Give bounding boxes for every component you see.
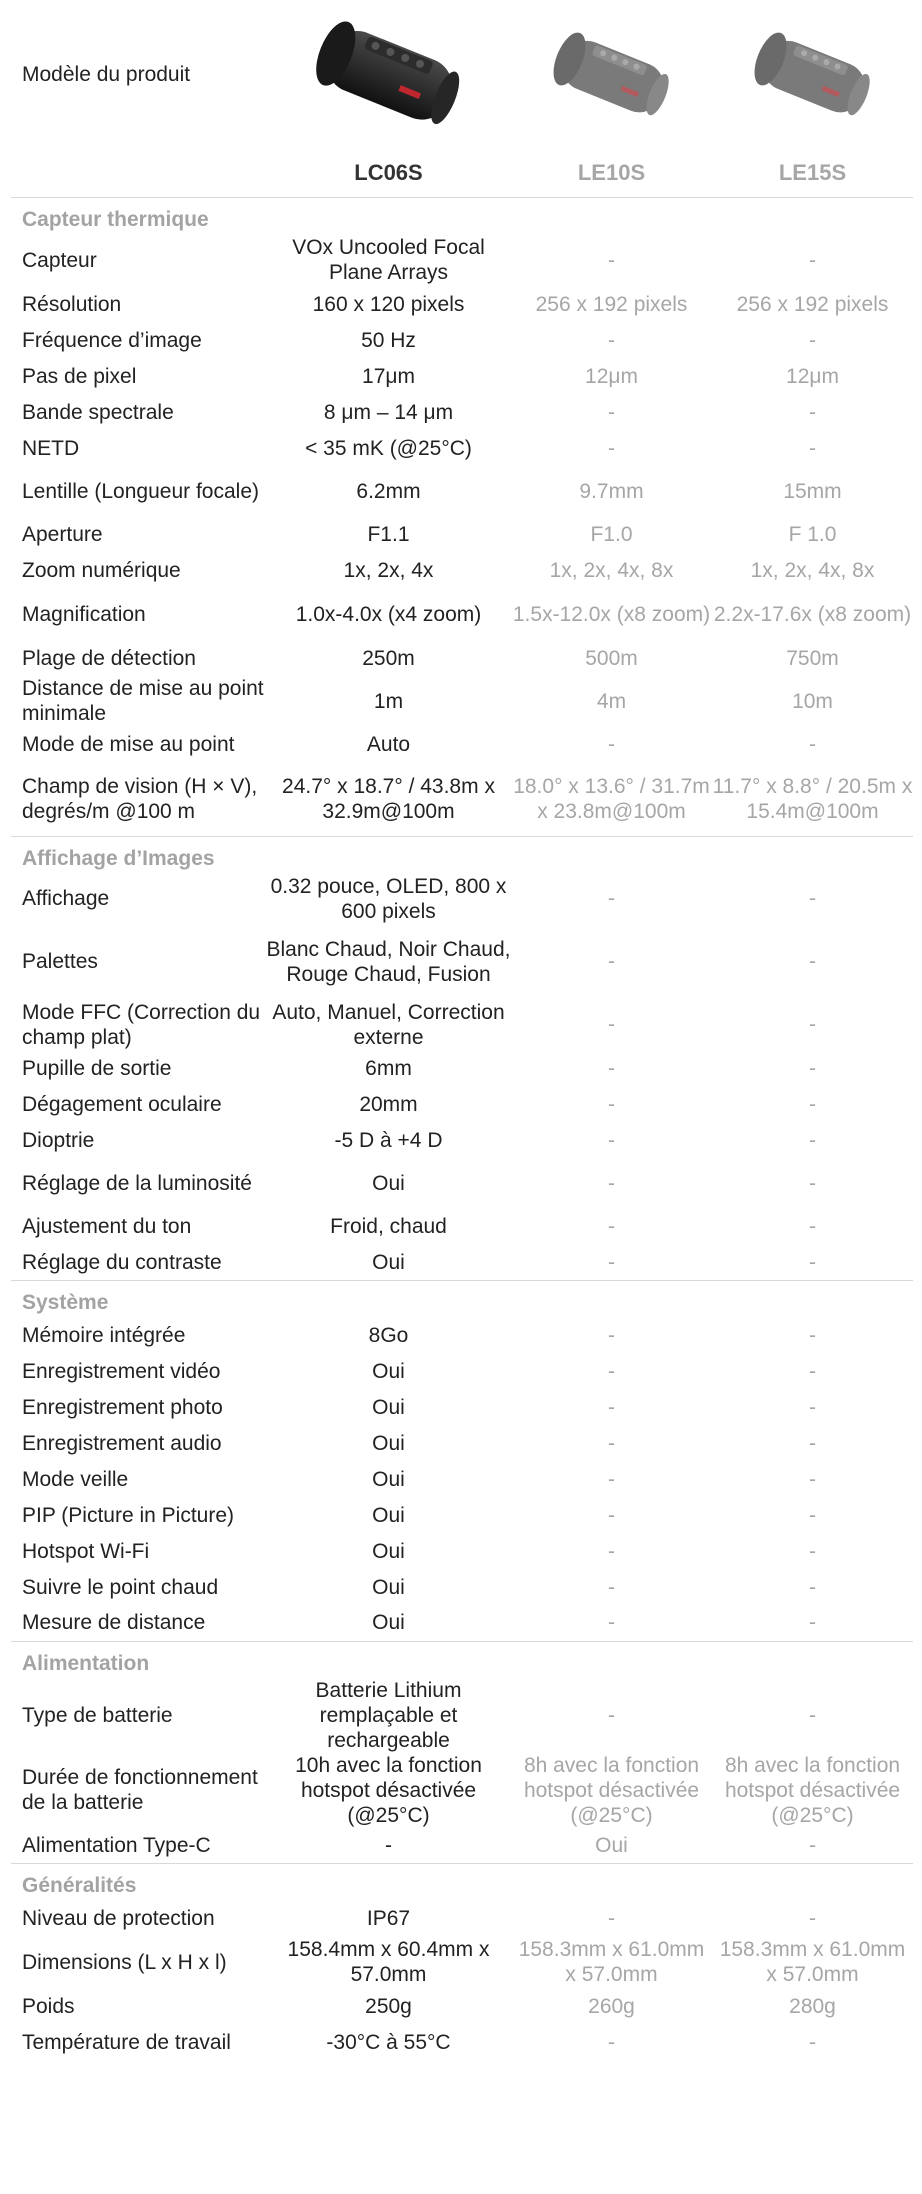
spec-row (11, 676, 913, 726)
spec-value: - (809, 400, 816, 424)
section-title: Alimentation (11, 1641, 913, 1678)
spec-label: Magnification (22, 602, 146, 626)
spec-value: 1.5x-12.0x (x8 zoom) (512, 602, 711, 626)
spec-value: - (809, 1172, 816, 1195)
thermal-monocular-icon (304, 4, 474, 144)
spec-row (11, 286, 913, 322)
spec-value: - (608, 436, 615, 460)
spec-row (11, 762, 913, 836)
spec-value: 12μm (786, 364, 839, 388)
spec-value: Oui (372, 1250, 405, 1274)
spec-value: 18.0° x 13.6° / 31.7m x 23.8m@100m (513, 774, 710, 823)
spec-row (11, 1087, 913, 1123)
spec-row (11, 1569, 913, 1605)
spec-value: Oui (372, 1611, 405, 1635)
model-name: LE15S (778, 160, 847, 185)
spec-label: Température de travail (22, 2030, 231, 2054)
spec-value: -5 D à +4 D (334, 1129, 443, 1152)
spec-value: - (809, 1503, 816, 1527)
spec-value: 260g (588, 1994, 635, 2018)
spec-table-body (11, 0, 913, 2060)
spec-row (11, 1461, 913, 1497)
spec-value: - (608, 1539, 615, 1563)
spec-value: - (809, 1703, 816, 1727)
spec-value: F1.1 (367, 522, 410, 546)
spec-label: Type de batterie (22, 1703, 173, 1727)
spec-value: - (809, 1215, 816, 1238)
spec-value: 8h avec la fonction hotspot désactivée (@25°C) (724, 1753, 901, 1827)
section-heading-row (11, 1864, 913, 1901)
spec-value: 250g (365, 1994, 412, 2018)
spec-value: - (608, 1013, 615, 1036)
spec-value: - (809, 1833, 816, 1857)
spec-label: Mesure de distance (22, 1611, 206, 1635)
spec-value: Auto, Manuel, Correction externe (272, 1000, 505, 1049)
spec-value: 158.3mm x 61.0mm x 57.0mm (719, 1938, 906, 1986)
spec-value: 50 Hz (361, 328, 416, 352)
spec-value: - (608, 1323, 615, 1347)
spec-label: Poids (22, 1994, 75, 2018)
section-heading-row (11, 836, 913, 873)
spec-label: Capteur (22, 248, 97, 272)
spec-label: Hotspot Wi-Fi (22, 1539, 150, 1563)
spec-label: Palettes (22, 950, 98, 973)
spec-value: 10m (792, 689, 833, 713)
spec-value: - (608, 1575, 615, 1599)
spec-value: < 35 mK (@25°C) (305, 436, 472, 460)
spec-value: - (385, 1833, 392, 1857)
spec-label: Aperture (22, 522, 103, 546)
spec-label: Suivre le point chaud (22, 1575, 219, 1599)
spec-row (11, 516, 913, 552)
spec-value: 4m (596, 689, 627, 713)
spec-value: 1x, 2x, 4x, 8x (549, 558, 674, 582)
spec-value: - (809, 1093, 816, 1116)
spec-value: Oui (372, 1431, 405, 1455)
spec-value: - (608, 1395, 615, 1419)
thermal-monocular-icon (743, 19, 883, 129)
spec-value: 250m (362, 646, 415, 670)
spec-row (11, 358, 913, 394)
model-images-row (11, 0, 913, 148)
spec-label: Distance de mise au point minimale (22, 677, 264, 725)
spec-value: - (608, 1129, 615, 1152)
spec-value: - (608, 328, 615, 352)
spec-value: Blanc Chaud, Noir Chaud, Rouge Chaud, Fusion (266, 937, 511, 986)
spec-value: - (608, 950, 615, 973)
spec-row (11, 1533, 913, 1569)
spec-value: - (809, 1359, 816, 1383)
spec-value: F 1.0 (788, 522, 837, 546)
spec-value: - (608, 1093, 615, 1116)
spec-value: - (608, 1057, 615, 1080)
spec-value: - (608, 1703, 615, 1727)
spec-row (11, 2024, 913, 2060)
spec-label: Niveau de protection (22, 1906, 215, 1930)
spec-label: Durée de fonctionnement de la batterie (22, 1766, 258, 1814)
spec-row (11, 925, 913, 999)
model-image-cell (712, 0, 913, 148)
spec-value: - (608, 248, 615, 272)
spec-label: Mode de mise au point (22, 732, 235, 756)
spec-label: Lentille (Longueur focale) (22, 479, 259, 503)
spec-value: 158.4mm x 60.4mm x 57.0mm (287, 1938, 490, 1986)
spec-value: 0.32 pouce, OLED, 800 x 600 pixels (270, 874, 507, 923)
spec-row (11, 322, 913, 358)
spec-row (11, 1497, 913, 1533)
section-title: Système (11, 1281, 913, 1318)
spec-label: Dégagement oculaire (22, 1093, 222, 1116)
spec-value: 8Go (368, 1323, 409, 1347)
spec-row (11, 1900, 913, 1936)
spec-label: Plage de détection (22, 646, 196, 670)
spec-row (11, 466, 913, 516)
spec-value: 158.3mm x 61.0mm x 57.0mm (518, 1938, 705, 1986)
spec-row (11, 1936, 913, 1988)
spec-value: 6.2mm (356, 479, 421, 503)
spec-value: - (809, 1431, 816, 1455)
spec-value: Auto (366, 732, 411, 756)
spec-label: Pas de pixel (22, 364, 137, 388)
spec-value: 256 x 192 pixels (535, 292, 688, 316)
spec-label: Champ de vision (H × V), degrés/m @100 m (22, 774, 258, 823)
spec-value: 8 μm – 14 μm (323, 400, 454, 424)
spec-value: 11.7° x 8.8° / 20.5m x 15.4m@100m (712, 774, 913, 823)
spec-value: 10h avec la fonction hotspot désactivée (@25°C) (295, 1753, 482, 1827)
spec-row (11, 1209, 913, 1245)
spec-row (11, 1988, 913, 2024)
spec-value: - (608, 1172, 615, 1195)
spec-label: Enregistrement audio (22, 1431, 222, 1455)
spec-value: 256 x 192 pixels (736, 292, 889, 316)
spec-value: Oui (372, 1172, 405, 1195)
spec-value: - (608, 1467, 615, 1491)
spec-value: - (608, 732, 615, 756)
spec-value: Oui (372, 1503, 405, 1527)
spec-row (11, 1245, 913, 1281)
spec-label: Mémoire intégrée (22, 1323, 186, 1347)
spec-value: - (809, 1129, 816, 1152)
spec-value: Oui (372, 1359, 405, 1383)
spec-label: Affichage (22, 887, 110, 910)
spec-label: Alimentation Type-C (22, 1833, 211, 1857)
spec-value: - (809, 1539, 816, 1563)
spec-label: Dioptrie (22, 1129, 95, 1152)
spec-value: - (809, 1467, 816, 1491)
spec-label: Zoom numérique (22, 558, 181, 582)
spec-value: - (809, 732, 816, 756)
section-title: Capteur thermique (11, 198, 913, 235)
model-image-cell (511, 0, 712, 148)
spec-label: Bande spectrale (22, 400, 174, 424)
spec-value: Batterie Lithium remplaçable et rechargeable (315, 1678, 462, 1752)
spec-value: - (809, 2030, 816, 2054)
spec-value: 1x, 2x, 4x (343, 558, 434, 582)
spec-label: Réglage de la luminosité (22, 1172, 252, 1195)
section-title: Affichage d’Images (11, 836, 913, 873)
spec-row (11, 1159, 913, 1209)
spec-value: Oui (372, 1539, 405, 1563)
spec-value: Oui (595, 1833, 628, 1857)
spec-value: - (809, 1323, 816, 1347)
spec-value: - (608, 400, 615, 424)
spec-label: NETD (22, 436, 80, 460)
spec-value: 8h avec la fonction hotspot désactivée (@25°C) (523, 1753, 700, 1827)
spec-value: - (809, 1395, 816, 1419)
spec-value: Oui (372, 1467, 405, 1491)
spec-value: 15mm (783, 479, 842, 503)
spec-value: -30°C à 55°C (326, 2030, 451, 2054)
spec-label: Enregistrement vidéo (22, 1359, 221, 1383)
spec-row (11, 234, 913, 286)
spec-value: - (809, 1013, 816, 1036)
spec-label: Fréquence d’image (22, 328, 202, 352)
spec-label: Pupille de sortie (22, 1057, 172, 1080)
spec-value: - (809, 1057, 816, 1080)
spec-label: Enregistrement photo (22, 1395, 223, 1419)
spec-value: - (608, 1503, 615, 1527)
spec-value: F1.0 (590, 522, 633, 546)
spec-value: Oui (372, 1395, 405, 1419)
spec-value: - (608, 1611, 615, 1635)
spec-row (11, 1353, 913, 1389)
spec-row (11, 552, 913, 588)
section-heading-row (11, 1641, 913, 1678)
spec-value: - (608, 1431, 615, 1455)
model-row-label: Modèle du produit (22, 62, 191, 86)
thermal-monocular-icon (542, 19, 682, 129)
spec-row (11, 1605, 913, 1641)
spec-row (11, 394, 913, 430)
spec-row (11, 1425, 913, 1461)
spec-value: 2.2x-17.6x (x8 zoom) (713, 602, 912, 626)
spec-value: - (608, 1250, 615, 1274)
spec-row (11, 1828, 913, 1864)
spec-comparison-table (11, 0, 913, 2060)
spec-row (11, 430, 913, 466)
spec-value: - (809, 1250, 816, 1274)
spec-value: Froid, chaud (330, 1215, 447, 1238)
spec-label: Dimensions (L x H x l) (22, 1950, 227, 1974)
spec-row (11, 999, 913, 1051)
spec-value: 12μm (585, 364, 638, 388)
spec-label: Mode FFC (Correction du champ plat) (22, 1000, 261, 1049)
spec-value: 20mm (359, 1093, 418, 1116)
spec-value: - (809, 887, 816, 910)
model-name: LE10S (577, 160, 646, 185)
spec-row (11, 588, 913, 640)
spec-value: 24.7° x 18.7° / 43.8m x 32.9m@100m (282, 774, 495, 823)
spec-row (11, 1317, 913, 1353)
section-heading-row (11, 198, 913, 235)
spec-value: 9.7mm (579, 479, 644, 503)
spec-row (11, 1051, 913, 1087)
spec-value: - (809, 248, 816, 272)
spec-value: 1m (373, 689, 404, 713)
spec-row (11, 1389, 913, 1425)
spec-label: PIP (Picture in Picture) (22, 1503, 235, 1527)
spec-value: - (608, 1906, 615, 1930)
spec-value: - (608, 2030, 615, 2054)
spec-value: - (608, 887, 615, 910)
spec-row (11, 1123, 913, 1159)
spec-row (11, 640, 913, 676)
spec-row (11, 1753, 913, 1828)
model-image-cell (266, 0, 511, 148)
section-title: Généralités (11, 1864, 913, 1901)
spec-label: Mode veille (22, 1467, 129, 1491)
spec-value: 1.0x-4.0x (x4 zoom) (295, 602, 482, 626)
spec-value: - (608, 1359, 615, 1383)
spec-label: Ajustement du ton (22, 1215, 192, 1238)
spec-value: 280g (789, 1994, 836, 2018)
section-heading-row (11, 1281, 913, 1318)
model-names-row (11, 148, 913, 198)
spec-value: Oui (372, 1575, 405, 1599)
spec-value: 1x, 2x, 4x, 8x (750, 558, 875, 582)
spec-label: Résolution (22, 292, 122, 316)
spec-value: VOx Uncooled Focal Plane Arrays (292, 236, 485, 284)
spec-value: - (809, 1906, 816, 1930)
spec-value: 17μm (362, 364, 415, 388)
spec-label: Réglage du contraste (22, 1250, 222, 1274)
spec-value: 500m (585, 646, 638, 670)
spec-row (11, 1678, 913, 1753)
spec-value: - (809, 436, 816, 460)
spec-row (11, 873, 913, 925)
spec-value: - (809, 1575, 816, 1599)
spec-value: - (809, 1611, 816, 1635)
model-name: LC06S (354, 160, 423, 185)
spec-value: 6mm (365, 1057, 412, 1080)
spec-value: - (608, 1215, 615, 1238)
spec-value: - (809, 328, 816, 352)
spec-value: - (809, 950, 816, 973)
spec-value: 750m (786, 646, 839, 670)
spec-value: 160 x 120 pixels (312, 292, 465, 316)
spec-row (11, 726, 913, 762)
spec-value: IP67 (366, 1906, 411, 1930)
